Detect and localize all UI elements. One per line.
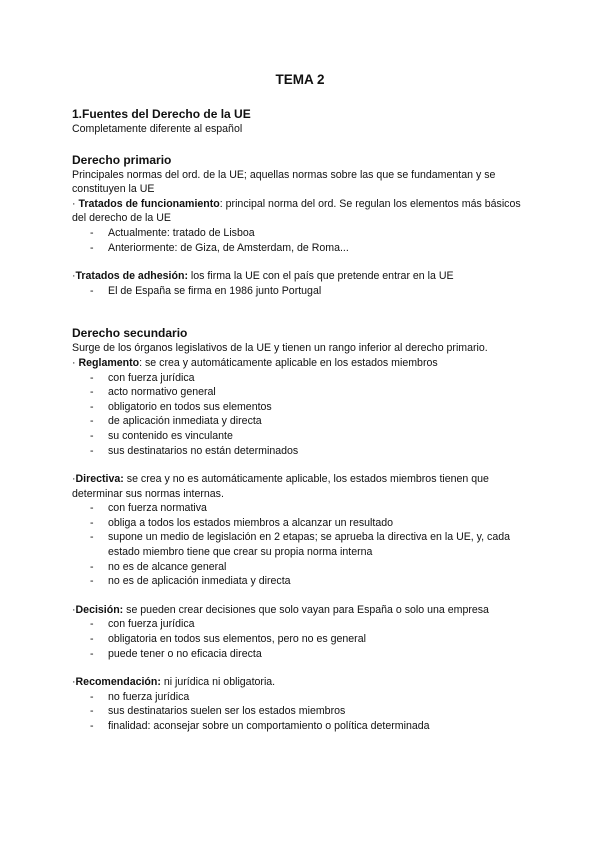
list-item: - puede tener o no eficacia directa	[90, 647, 532, 662]
list-item: - no es de aplicación inmediata y directa	[90, 574, 532, 589]
tratados-funcionamiento-text: : principal norma del ord. Se regulan los elementos más básicos del derecho de la UE	[72, 197, 521, 225]
list-item: - finalidad: aconsejar sobre un comportamiento o política determinada	[90, 719, 532, 734]
list-item: - Actualmente: tratado de Lisboa	[90, 226, 532, 241]
decision-paragraph	[72, 603, 532, 618]
tratados-adhesion-list	[72, 284, 532, 299]
bullet-prefix: ·	[72, 603, 76, 616]
directiva-list	[72, 501, 532, 589]
decision-text: se pueden crear decisiones que solo vayan para España o solo una empresa	[123, 603, 489, 616]
bullet-prefix: ·	[72, 197, 79, 210]
list-item: - Anteriormente: de Giza, de Amsterdam, de Roma...	[90, 241, 532, 256]
tratados-adhesion-text: los firma la UE con el país que pretende entrar en la UE	[187, 270, 454, 283]
list-item: - no fuerza jurídica	[90, 690, 532, 705]
tratados-funcionamiento-term: Tratados de funcionamiento	[78, 197, 220, 210]
secundario-intro: Surge de los órganos legislativos de la UE y tienen un rango inferior al derecho primario.	[72, 342, 488, 355]
bullet-prefix: ·	[72, 270, 76, 283]
list-item: - con fuerza normativa	[90, 501, 532, 516]
list-item: - con fuerza jurídica	[90, 371, 532, 386]
reglamento-term: Reglamento	[78, 356, 140, 369]
section-heading: 1.Fuentes del Derecho de la UE	[72, 107, 251, 121]
bullet-prefix: ·	[72, 356, 79, 369]
document-title: TEMA 2	[275, 72, 325, 87]
primario-intro: Principales normas del ord. de la UE; aquellas normas sobre las que se fundamentan y se constituyen la UE	[72, 168, 496, 196]
tratados-funcionamiento-paragraph	[72, 197, 532, 226]
secundario-heading: Derecho secundario	[72, 326, 188, 341]
recomendacion-text: ni jurídica ni obligatoria.	[160, 676, 276, 689]
tratados-funcionamiento-list	[72, 226, 532, 255]
list-item: - obligatoria en todos sus elementos, pero no es general	[90, 632, 532, 647]
directiva-term: Directiva:	[75, 473, 124, 486]
decision-list	[72, 617, 532, 661]
list-item: - El de España se firma en 1986 junto Portugal	[90, 284, 532, 299]
list-item: - de aplicación inmediata y directa	[90, 414, 532, 429]
list-item: - no es de alcance general	[90, 560, 532, 575]
reglamento-text: : se crea y automáticamente aplicable en los estados miembros	[139, 356, 438, 369]
list-item: - su contenido es vinculante	[90, 429, 532, 444]
section-subtitle: Completamente diferente al español	[72, 123, 243, 135]
list-item: - supone un medio de legislación en 2 etapas; se aprueba la directiva en la UE, y, cada estado miembro tiene que crear su propia norma interna	[90, 530, 532, 559]
list-item: - sus destinatarios no están determinados	[90, 444, 532, 459]
reglamento-paragraph	[72, 356, 532, 371]
recomendacion-term: Recomendación:	[75, 676, 161, 689]
list-item: - obligatorio en todos sus elementos	[90, 400, 532, 415]
list-item: - obliga a todos los estados miembros a alcanzar un resultado	[90, 516, 532, 531]
reglamento-list	[72, 371, 532, 459]
directiva-paragraph	[72, 472, 532, 501]
document-content	[72, 107, 532, 734]
recomendacion-list	[72, 690, 532, 734]
tratados-adhesion-paragraph	[72, 269, 532, 284]
directiva-text: se crea y no es automáticamente aplicable, los estados miembros tienen que determinar sus normas internas.	[72, 473, 489, 500]
decision-term: Decisión:	[75, 603, 124, 616]
bullet-prefix: ·	[72, 676, 76, 689]
list-item: - acto normativo general	[90, 385, 532, 400]
list-item: - con fuerza jurídica	[90, 617, 532, 632]
primario-heading: Derecho primario	[72, 152, 172, 167]
recomendacion-paragraph	[72, 675, 532, 690]
bullet-prefix: ·	[72, 473, 76, 486]
list-item: - sus destinatarios suelen ser los estados miembros	[90, 704, 532, 719]
tratados-adhesion-term: Tratados de adhesión:	[75, 270, 188, 283]
